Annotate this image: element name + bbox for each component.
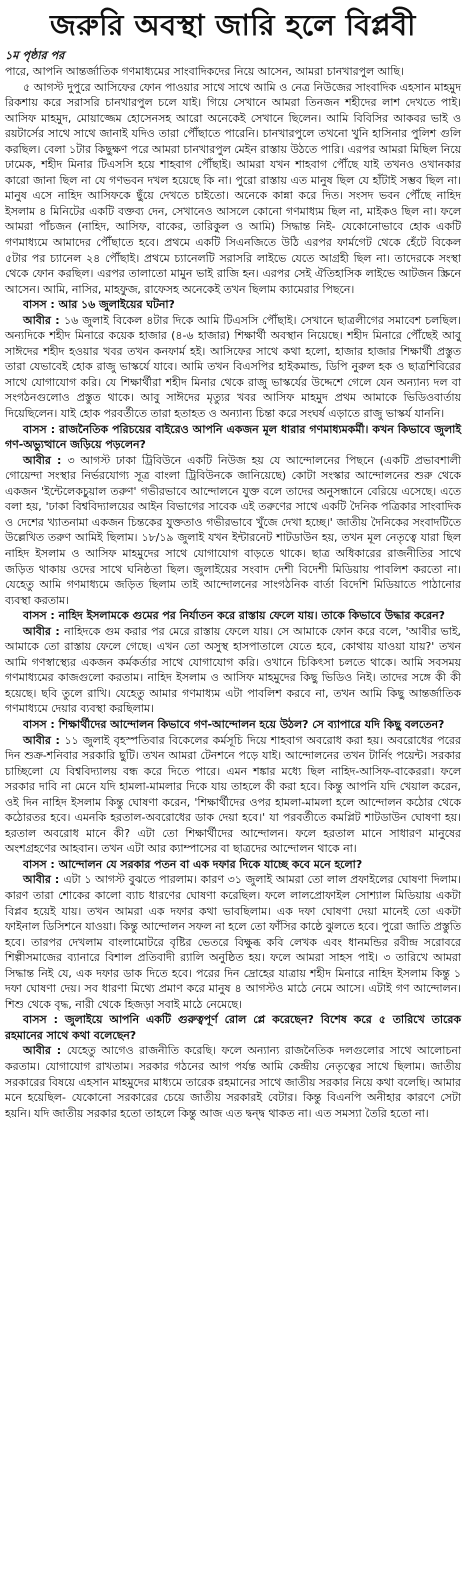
speaker-label: বাসস [23, 298, 47, 312]
answer-text: ৩ আগস্ট ঢাকা ট্রিবিউনে একটি নিউজ হয় যে আন্দোলনের পিছনে (একটি প্রভাবশালী গোয়েন্দা সংস্থার নির্ভরযোগ্য সূত্র বাংলা ট্রিবিউনকে জানিয়েছে) কোটা সংস্কার আন্দোলনের শুরু থেকে একজন 'ইন্টেলেকচুয়াল তরুণ' গভীরভাবে আন্দোলনে যুক্ত বলে তাদের অনুসন্ধানে বেরিয়ে এসেছে। এতে বলা হয়, 'ঢাকা বিশ্ববিদ্যালয়ের আইন বিভাগের সাবেক এই তরুণের সাথে একটি দৈনিক পত্রিকার সাংবাদিক ও দেশের খ্যাতনামা একজন চিন্তকের যুক্ততাও গভীরভাবে খুঁজে দেখা হচ্ছে।' জাতীয় দৈনিকের সংবাদটিতে উল্লেখিত তরুণ আমিই ছিলাম। ১৮/১৯ জুলাই যখন ইন্টারনেট শাটডাউন হয়, তখন মূল নেতৃত্বে যারা ছিল নাহিদ ইসলাম ও আসিফ মাহমুদের সাথে যোগাযোগ বাড়তে থাকে। ছাত্র অধিকারের রাজনীতির সাথে জড়িত থাকায় ওদের সাথে ঘনিষ্ঠতা ছিল। জুলাইয়ের সংবাদ দেশী বিদেশী মিডিয়ায় পাবলিশ করতো না। যেহেতু আমি গণমাধ্যমে জড়িত ছিলাম তাই আন্দোলনের সাংগঠনিক বার্তা বিদেশি মিডিয়াতে পাঠানোর ব্যবস্থা করতাম। [5, 453, 461, 607]
qa-answer: আবীর : ১১ জুলাই বৃহস্পতিবার বিকেলের কর্মসূচি দিয়ে শাহবাগ অবরোধ করা হয়। অবরোধের পরের দিন শুক্র-শনিবার সরকারি ছুটি। তখন আমরা টেনশনে পড়ে যাই। আন্দোলনের তখন টার্নিং পয়েন্ট। সরকার চাচ্ছিলো যে বিশ্ববিদ্যালয় বন্ধ করে দিতে পারে। এমন শঙ্কার মধ্যে ছিল নাহিদ-আসিফ-বাকেররা। ফলে সরকার দাবি না মেনে যদি হামলা-মামলার দিকে যায় তাহলে কী করা হবে। কিন্তু আপনি যদি খেয়াল করেন, ওই দিন নাহিদ ইসলাম কিন্তু ঘোষণা করেন, 'শিক্ষার্থীদের ওপর হামলা-মামলা হলে আন্দোলন কঠোর থেকে কঠোরতর হবে। এমনকি হরতাল-অবরোধের ডাক দেয়া হবে।' যা পরবর্তীতে কমপ্লিট শাটডাউন ঘোষণা হয়। হরতাল অবরোধ মানে কী? এটা তো শিক্ষার্থীদের আন্দোলন। ফলে হরতাল মানে সাধারণ মানুষের অংশগ্রহণের আহবান। তখন এটা আর ক্যাম্পাসের বা ছাত্রদের আন্দোলন থাকে না। [5, 733, 461, 856]
answer-text: নাহিদকে গুম করার পর মেরে রাস্তায় ফেলে যায়। সে আমাকে ফোন করে বলে, 'আবীর ভাই, আমাকে তো রাস্তায় ফেলে গেছে। এখন তো অসুস্থ হাসপাতালে যেতে হবে, কোথায় যাওয়া যায়?' তখন আমি গণস্বাস্থ্যের একজন কর্মকর্তার সাথে যোগাযোগ করি। ওখানে চিকিৎসা চলতে থাকে। আমি সবসময় গণমাধ্যমের কাজগুলো করতাম। নাহিদ ইসলাম ও আসিফ মাহমুদের কিছু ভিডিও নিই। তাদের সঙ্গে কী কী হয়েছে। ছবি তুলে রাখি। যেহেতু আমার গণমাধ্যম এটা পাবলিশ করবে না, তখন আমি কিছু আন্তর্জাতিক গণমাধ্যমে দেয়ার ব্যবস্থা করছিলাম। [5, 624, 461, 716]
qa-answer: আবীর : যেহেতু আগেও রাজনীতি করেছি। ফলে অন্যান্য রাজনৈতিক দলগুলোর সাথে আলোচনা করতাম। যোগাযোগ রাখতাম। সরকার গঠনের আগ পর্যন্ত আমি কেন্দ্রীয় নেতৃত্বের সাথে ছিলাম। জাতীয় সরকারের বিষয়ে এহসান মাহমুদের মাধ্যমে তারেক রহমানের সাথে জাতীয় সরকার নিয়ে কথা বলেছি। আমার মনে হয়েছিল- যেকোনো সরকারের চেয়ে জাতীয় সরকারই বেটার। কিন্তু বিএনপি অনীহার কারণে সেটা হয়নি। যদি জাতীয় সরকার হতো তাহলে কিন্তু আজ এত দ্বন্দ্ব থাকত না। এত সমস্যা তৈরি হতো না। [5, 1044, 461, 1120]
question-text: জুলাইয়ে আপনি একটি গুরুত্বপূর্ণ রোল প্লে করেছেন? বিশেষ করে ৫ তারিখে তারেক রহমানের সাথে কথা বলেছেন? [5, 1013, 461, 1042]
answer-text: ১৬ জুলাই বিকেল ৪টার দিকে আমি টিএসসি পৌঁছাই। সেখানে ছাত্রলীগের সমাবেশ চলছিল। অন্যদিকে শহীদ মিনারে কয়েক হাজার (৪-৬ হাজার) শিক্ষার্থী অবস্থান নিয়েছে। শহীদ মিনারে পৌঁছেই আবু সাঈদের শহীদ হওয়ার খবর তখন কনফার্ম হই। আসিফের সাথে কথা হলো, হাজার হাজার শিক্ষার্থী প্রস্তুত তারা যেভাবেই হোক রাজু ভাস্কর্যে যাবে। আমি তখন বিএসপির হাইকমান্ড, ডিপি নুরুল হক ও ছাত্রশিবিরের সাথে যোগাযোগ করি। যে শিক্ষার্থীরা শহীদ মিনার থেকে রাজু ভাস্কর্যের উদ্দেশে গেলে যেন অন্যান্য দল বা সংগঠনগুলোও প্রস্তুত থাকে। আবু সাঈদের মৃত্যুর খবর আসিফ মাহমুদ প্রথম আমাকে ভিডিওবার্তায় দিয়েছিলেন। যাই হোক পরবর্তীতে তারা হতাহত ও অন্যান্য চিন্তা করে সংঘর্ষ এড়াতে রাজু ভাস্কর্য যাননি। [5, 313, 461, 421]
qa-answer: আবীর : এটা ১ আগস্ট বুঝতে পারলাম। কারণ ৩১ জুলাই আমরা তো লাল প্রফাইলের ঘোষণা দিলাম। কারণ তারা শোকের কালো ব্যাচ ধারণের ঘোষণা করেছিল। ফলে লালপ্রোফাইল সোশ্যাল মিডিয়ায় একটা বিপ্লব হয়েই যায়। তখন আমরা এক দফার কথা ভাবছিলাম। এক দফা ঘোষণা দেয়া মানেই তো একটা ফাইনাল ডিসিশনে যাওয়া। কিন্তু আন্দোলন সফল না হলে তো ফাঁসির কাষ্ঠে ঝুলতে হবে। পুরো জাতি প্রস্তুতি হবে। তারপর দেখলাম বাংলামোটরে বৃষ্টির ভেতরে বিক্ষুব্ধ কবি লেখক এবং ধানমন্ডির রবীন্দ্র সরোবরে শিল্পীসমাজের ব্যানারে বিশাল প্রতিবাদী র‍্যালি অনুষ্ঠিত হয়। ফলে আমরা সাহস পাই। ৩ তারিখে আমরা সিদ্ধান্ত নিই যে, এক দফার ডাক দিতে হবে। পরের দিন দ্রোহের যাত্রায় শহীদ মিনারে নাহিদ ইসলাম কিন্তু ১ দফা ঘোষণা দেয়। সব ধারণা মিথ্যে প্রমাণ করে মানুষ ৪ আগস্টও মাঠে নেমে আসে। এটাই গণ আন্দোলন। শিশু থেকে বৃদ্ধ, নারী থেকে হিজড়া সবাই মাঠে নেমেছে। [5, 873, 461, 1011]
question-text: শিক্ষার্থীদের আন্দোলন কিভাবে গণ-আন্দোলন হয়ে উঠল? সে ব্যাপারে যদি কিছু বলতেন? [58, 717, 445, 731]
question-text: আন্দোলন যে সরকার পতন বা এক দফার দিকে যাচ্ছে কবে মনে হলো? [58, 857, 363, 871]
answer-text: এটা ১ আগস্ট বুঝতে পারলাম। কারণ ৩১ জুলাই আমরা তো লাল প্রফাইলের ঘোষণা দিলাম। কারণ তারা শোকের কালো ব্যাচ ধারণের ঘোষণা করেছিল। ফলে লালপ্রোফাইল সোশ্যাল মিডিয়ায় একটা বিপ্লব হয়েই যায়। তখন আমরা এক দফার কথা ভাবছিলাম। এক দফা ঘোষণা দেয়া মানেই তো একটা ফাইনাল ডিসিশনে যাওয়া। কিন্তু আন্দোলন সফল না হলে তো ফাঁসির কাষ্ঠে ঝুলতে হবে। পুরো জাতি প্রস্তুতি হবে। তারপর দেখলাম বাংলামোটরে বৃষ্টির ভেতরে বিক্ষুব্ধ কবি লেখক এবং ধানমন্ডির রবীন্দ্র সরোবরে শিল্পীসমাজের ব্যানারে বিশাল প্রতিবাদী র‍্যালি অনুষ্ঠিত হয়। ফলে আমরা সাহস পাই। ৩ তারিখে আমরা সিদ্ধান্ত নিই যে, এক দফার ডাক দিতে হবে। পরের দিন দ্রোহের যাত্রায় শহীদ মিনারে নাহিদ ইসলাম কিন্তু ১ দফা ঘোষণা দেয়। সব ধারণা মিথ্যে প্রমাণ করে মানুষ ৪ আগস্টও মাঠে নেমে আসে। এটাই গণ আন্দোলন। শিশু থেকে বৃদ্ধ, নারী থেকে হিজড়া সবাই মাঠে নেমেছে। [5, 873, 461, 1011]
qa-question: বাসস : জুলাইয়ে আপনি একটি গুরুত্বপূর্ণ রোল প্লে করেছেন? বিশেষ করে ৫ তারিখে তারেক রহমানের সাথে কথা বলেছেন? [5, 1013, 461, 1042]
speaker-label: বাসস [23, 857, 47, 871]
speaker-label: বাসস [23, 609, 47, 623]
speaker-label: আবীর [23, 733, 51, 747]
speaker-label: আবীর [23, 453, 51, 467]
qa-question: বাসস : রাজনৈতিক পরিচয়ের বাইরেও আপনি একজন মূল ধারার গণমাধ্যমকর্মী। কখন কিভাবে জুলাই গণ-অভ্যুত্থানে জড়িয়ে পড়লেন? [5, 422, 461, 452]
speaker-label: বাসস [23, 1013, 47, 1027]
qa-answer: আবীর : নাহিদকে গুম করার পর মেরে রাস্তায় ফেলে যায়। সে আমাকে ফোন করে বলে, 'আবীর ভাই, আমাকে তো রাস্তায় ফেলে গেছে। এখন তো অসুস্থ হাসপাতালে যেতে হবে, কোথায় যাওয়া যায়?' তখন আমি গণস্বাস্থ্যের একজন কর্মকর্তার সাথে যোগাযোগ করি। ওখানে চিকিৎসা চলতে থাকে। আমি সবসময় গণমাধ্যমের কাজগুলো করতাম। নাহিদ ইসলাম ও আসিফ মাহমুদের কিছু ভিডিও নিই। তাদের সঙ্গে কী কী হয়েছে। ছবি তুলে রাখি। যেহেতু আমার গণমাধ্যম এটা পাবলিশ করবে না, তখন আমি কিছু আন্তর্জাতিক গণমাধ্যমে দেয়ার ব্যবস্থা করছিলাম। [5, 624, 461, 716]
speaker-label: বাসস [23, 717, 47, 731]
qa-answer: আবীর : ৩ আগস্ট ঢাকা ট্রিবিউনে একটি নিউজ হয় যে আন্দোলনের পিছনে (একটি প্রভাবশালী গোয়েন্দা সংস্থার নির্ভরযোগ্য সূত্র বাংলা ট্রিবিউনকে জানিয়েছে) কোটা সংস্কার আন্দোলনের শুরু থেকে একজন 'ইন্টেলেকচুয়াল তরুণ' গভীরভাবে আন্দোলনে যুক্ত বলে তাদের অনুসন্ধানে বেরিয়ে এসেছে। এতে বলা হয়, 'ঢাকা বিশ্ববিদ্যালয়ের আইন বিভাগের সাবেক এই তরুণের সাথে একটি দৈনিক পত্রিকার সাংবাদিক ও দেশের খ্যাতনামা একজন চিন্তকের যুক্ততাও গভীরভাবে খুঁজে দেখা হচ্ছে।' জাতীয় দৈনিকের সংবাদটিতে উল্লেখিত তরুণ আমিই ছিলাম। ১৮/১৯ জুলাই যখন ইন্টারনেট শাটডাউন হয়, তখন মূল নেতৃত্বে যারা ছিল নাহিদ ইসলাম ও আসিফ মাহমুদের সাথে যোগাযোগ বাড়তে থাকে। ছাত্র অধিকারের রাজনীতির সাথে জড়িত থাকায় ওদের সাথে ঘনিষ্ঠতা ছিল। জুলাইয়ের সংবাদ দেশী বিদেশী মিডিয়ায় পাবলিশ করতো না। যেহেতু আমি গণমাধ্যমে জড়িত ছিলাম তাই আন্দোলনের সাংগঠনিক বার্তা বিদেশি মিডিয়াতে পাঠানোর ব্যবস্থা করতাম। [5, 453, 461, 607]
qa-question: বাসস : আর ১৬ জুলাইয়ের ঘটনা? [23, 298, 175, 312]
qa-question: বাসস : শিক্ষার্থীদের আন্দোলন কিভাবে গণ-আন্দোলন হয়ে উঠল? সে ব্যাপারে যদি কিছু বলতেন? [23, 717, 445, 731]
question-text: রাজনৈতিক পরিচয়ের বাইরেও আপনি একজন মূল ধারার গণমাধ্যমকর্মী। কখন কিভাবে জুলাই গণ-অভ্যুত্থানে জড়িয়ে পড়লেন? [5, 422, 461, 452]
question-text: নাহিদ ইসলামকে গুমের পর নির্যাতন করে রাস্তায় ফেলে যায়। তাকে কিভাবে উদ্ধার করেন? [58, 609, 445, 623]
qa-answer: আবীর : ১৬ জুলাই বিকেল ৪টার দিকে আমি টিএসসি পৌঁছাই। সেখানে ছাত্রলীগের সমাবেশ চলছিল। অন্যদিকে শহীদ মিনারে কয়েক হাজার (৪-৬ হাজার) শিক্ষার্থী অবস্থান নিয়েছে। শহীদ মিনারে পৌঁছেই আবু সাঈদের শহীদ হওয়ার খবর তখন কনফার্ম হই। আসিফের সাথে কথা হলো, হাজার হাজার শিক্ষার্থী প্রস্তুত তারা যেভাবেই হোক রাজু ভাস্কর্যে যাবে। আমি তখন বিএসপির হাইকমান্ড, ডিপি নুরুল হক ও ছাত্রশিবিরের সাথে যোগাযোগ করি। যে শিক্ষার্থীরা শহীদ মিনার থেকে রাজু ভাস্কর্যের উদ্দেশে গেলে যেন অন্যান্য দল বা সংগঠনগুলোও প্রস্তুত থাকে। আবু সাঈদের মৃত্যুর খবর আসিফ মাহমুদ প্রথম আমাকে ভিডিওবার্তায় দিয়েছিলেন। যাই হোক পরবর্তীতে তারা হতাহত ও অন্যান্য চিন্তা করে সংঘর্ষ এড়াতে রাজু ভাস্কর্য যাননি। [5, 313, 461, 421]
qa-question: বাসস : নাহিদ ইসলামকে গুমের পর নির্যাতন করে রাস্তায় ফেলে যায়। তাকে কিভাবে উদ্ধার করেন? [23, 609, 445, 623]
speaker-label: আবীর [23, 624, 51, 638]
continued-label: ১ম পৃষ্ঠার পর [5, 49, 65, 62]
question-text: আর ১৬ জুলাইয়ের ঘটনা? [58, 298, 175, 312]
answer-text: যেহেতু আগেও রাজনীতি করেছি। ফলে অন্যান্য রাজনৈতিক দলগুলোর সাথে আলোচনা করতাম। যোগাযোগ রাখতাম। সরকার গঠনের আগ পর্যন্ত আমি কেন্দ্রীয় নেতৃত্বের সাথে ছিলাম। জাতীয় সরকারের বিষয়ে এহসান মাহমুদের মাধ্যমে তারেক রহমানের সাথে জাতীয় সরকার নিয়ে কথা বলেছি। আমার মনে হয়েছিল- যেকোনো সরকারের চেয়ে জাতীয় সরকারই বেটার। কিন্তু বিএনপি অনীহার কারণে সেটা হয়নি। যদি জাতীয় সরকার হতো তাহলে কিন্তু আজ এত দ্বন্দ্ব থাকত না। এত সমস্যা তৈরি হতো না। [5, 1044, 461, 1120]
answer-text: ১১ জুলাই বৃহস্পতিবার বিকেলের কর্মসূচি দিয়ে শাহবাগ অবরোধ করা হয়। অবরোধের পরের দিন শুক্র-শনিবার সরকারি ছুটি। তখন আমরা টেনশনে পড়ে যাই। আন্দোলনের তখন টার্নিং পয়েন্ট। সরকার চাচ্ছিলো যে বিশ্ববিদ্যালয় বন্ধ করে দিতে পারে। এমন শঙ্কার মধ্যে ছিল নাহিদ-আসিফ-বাকেররা। ফলে সরকার দাবি না মেনে যদি হামলা-মামলার দিকে যায় তাহলে কী করা হবে। কিন্তু আপনি যদি খেয়াল করেন, ওই দিন নাহিদ ইসলাম কিন্তু ঘোষণা করেন, 'শিক্ষার্থীদের ওপর হামলা-মামলা হলে আন্দোলন কঠোর থেকে কঠোরতর হবে। এমনকি হরতাল-অবরোধের ডাক দেয়া হবে।' যা পরবর্তীতে কমপ্লিট শাটডাউন ঘোষণা হয়। হরতাল অবরোধ মানে কী? এটা তো শিক্ষার্থীদের আন্দোলন। ফলে হরতাল মানে সাধারণ মানুষের অংশগ্রহণের আহবান। তখন এটা আর ক্যাম্পাসের বা ছাত্রদের আন্দোলন থাকে না। [5, 733, 461, 856]
speaker-label: বাসস [23, 422, 47, 436]
speaker-label: আবীর [23, 1044, 51, 1058]
body-paragraph: ৫ আগস্ট দুপুরে আসিফের ফোন পাওয়ার সাথে সাথে আমি ও নেত্র নিউজের সাংবাদিক এহসান মাহমুদ রিকশায় করে সরাসরি চানখারপুল চলে যাই। গিয়ে সেখানে আমরা তিনজন শহীদের লাশ দেখতে পাই। আসিফ মাহমুদ, মোয়াজ্জেম হোসেনসহ আরো অনেকেই সেখানে ছিলেন। আমি বিবিসির আকবর ভাই ও রয়টার্সের সাথে সাথে জানাই যদিও তারা পৌঁছাতে পারেনি। চানখারপুলে তখনো খুনি হাসিনার পুলিশ গুলি করছিল। বেলা ১টার কিছুক্ষণ পরে আমরা চানখারপুল মেইন রাস্তায় উঠতে পারি। এরপর আমরা মিছিল নিয়ে ঢামেক, শহীদ মিনার টিএসসি হয়ে শাহবাগ পৌঁছাই। আমরা যখন শাহবাগ পৌঁছে যাই তখনও ওখানকার কারো জানা ছিল না যে গণভবন দখল হয়েছে কি না। পুরো রাস্তায় এত মানুষ ছিল যে হাঁটাই সম্ভব ছিল না। মানুষ এসে নাহিদ আসিফকে ছুঁয়ে দেখতে চাইতো। অনেকে কান্না করে দিত। সংসদ ভবন পৌঁছে নাহিদ ইসলাম ৪ মিনিটের একটি বক্তব্য দেন, সেখানেও আসলে কোনো গণমাধ্যম ছিল না, মাইকও ছিল না। ফলে আমরা পাঁচজন (নাহিদ, আসিফ, বাকের, তারিকুল ও আমি) সিদ্ধান্ত নিই- যেকোনোভাবে হোক একটি গণমাধ্যমে আমাদের পৌঁছাতে হবে। প্রথমে একটি সিএনজিতে উঠি এরপর ফার্মগেট থেকে হেঁটে বিকেল ৫টার পর চ্যানেল ২৪ পৌঁছাই। প্রথমে চ্যানেলটি সরাসরি লাইভে যেতে আগ্রহী ছিল না। তাদেরকে সংস্থা থেকে ফোন করছিল। এরপর তালাতো মামুন ভাই রাজি হন। এরপর সেই ঐতিহাসিক লাইভে আটজন স্ক্রিনে আসেন। আমি, নাসির, মাহফুজ, রাফেসহ অনেকেই তখন ছিলাম ক্যামেরার পিছনে। [5, 80, 461, 296]
speaker-label: আবীর [23, 313, 51, 327]
qa-question: বাসস : আন্দোলন যে সরকার পতন বা এক দফার দিকে যাচ্ছে কবে মনে হলো? [23, 857, 363, 871]
headline: জরুরি অবস্থা জারি হলে বিপ্লবী [50, 8, 416, 42]
body-paragraph: পারে, আপনি আন্তর্জাতিক গণমাধ্যমের সাংবাদিকদের নিয়ে আসেন, আমরা চানখারপুল আছি। [5, 65, 404, 78]
speaker-label: আবীর [23, 873, 51, 887]
